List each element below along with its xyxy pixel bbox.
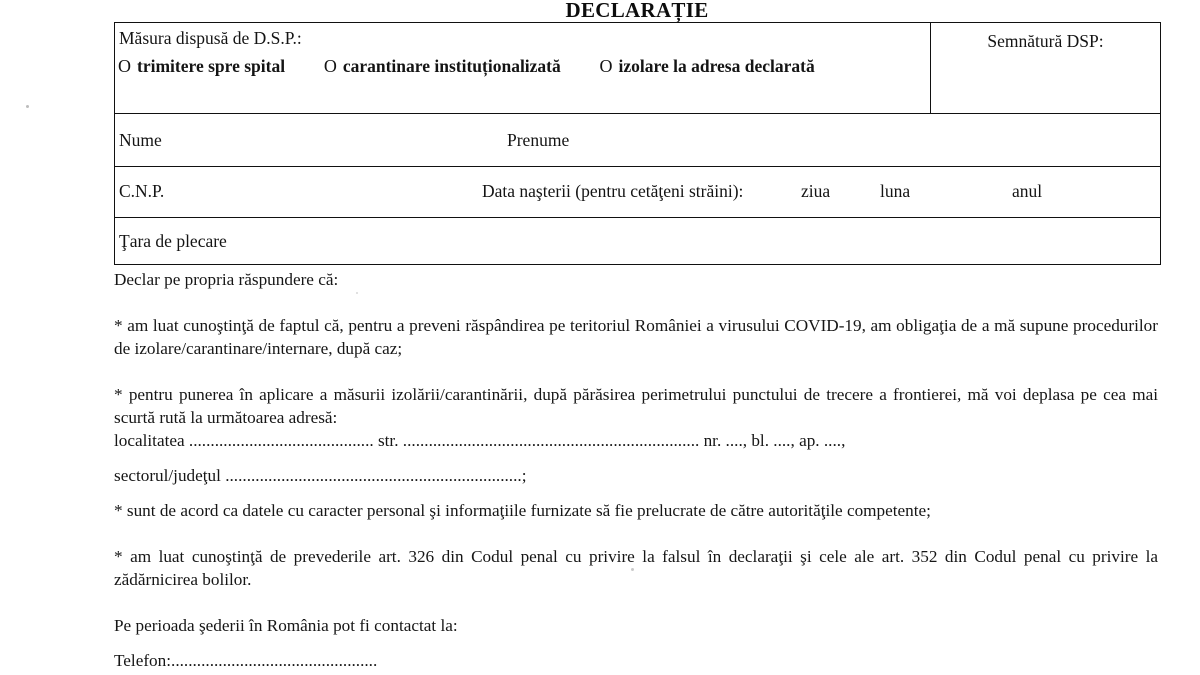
table-row	[115, 114, 1161, 167]
body-intro: Declar pe propria răspundere că:	[114, 270, 339, 289]
last-name-label: Nume	[119, 130, 162, 150]
contact-intro: Pe perioada şederii în România pot fi contactat la:	[114, 616, 458, 635]
declaration-form-table	[114, 22, 1161, 265]
clause-2: * pentru punerea în aplicare a măsurii izolării/carantinării, după părăsirea perimetrului punctului de trecere a frontierei, mă voi deplasa pe cea mai scurtă rută la următoarea adresă:	[114, 385, 1158, 427]
cnp-cell[interactable]	[115, 167, 1161, 218]
radio-option-izolare-adresa-declarata[interactable]	[600, 56, 815, 77]
signature-label: Semnătură DSP:	[987, 31, 1104, 51]
birthdate-label: Data naşterii (pentru cetăţeni străini):	[482, 181, 744, 201]
clause-3: * sunt de acord ca datele cu caracter personal şi informaţiile furnizate să fie prelucrate de către autorităţile competente;	[114, 501, 931, 520]
country-cell[interactable]	[115, 218, 1161, 265]
measure-cell	[115, 23, 931, 114]
radio-option-carantinare-institutionalizata[interactable]	[324, 56, 561, 77]
radio-option-label: izolare la adresa declarată	[618, 56, 815, 76]
clause-4: * am luat cunoştinţă de prevederile art. 326 din Codul penal cu privire la falsul în declaraţii şi cele ale art. 352 din Codul penal cu privire la zădărnicirea bolilor.	[114, 547, 1158, 589]
signature-cell[interactable]	[931, 23, 1161, 114]
address-line-1[interactable]: localitatea ........................................... str. ..................................................................... nr. ...., bl. ...., ap. ....,	[114, 431, 846, 450]
spacer	[114, 452, 1158, 464]
birth-month-label: luna	[880, 181, 911, 201]
first-name-label: Prenume	[507, 130, 570, 150]
spacer	[114, 522, 1158, 545]
spacer	[114, 360, 1158, 383]
radio-circle-icon: O	[323, 56, 337, 76]
birth-year-label: anul	[1012, 181, 1043, 201]
table-row	[115, 167, 1161, 218]
table-row	[115, 218, 1161, 265]
scan-speck-icon	[26, 105, 29, 108]
page-title: DECLARAȚIE	[565, 0, 709, 22]
phone-line[interactable]: Telefon:................................................	[114, 651, 378, 670]
spacer	[114, 291, 1158, 314]
spacer	[114, 591, 1158, 614]
declaration-body	[114, 268, 1158, 672]
radio-option-trimitere-spital[interactable]	[118, 56, 285, 77]
spacer	[114, 487, 1158, 499]
table-row	[115, 23, 1161, 114]
radio-circle-icon: O	[599, 56, 613, 76]
name-cell[interactable]	[115, 114, 1161, 167]
radio-circle-icon: O	[118, 56, 131, 76]
measure-options-group	[115, 56, 930, 77]
birth-day-label: ziua	[801, 181, 831, 201]
radio-option-label: carantinare instituționalizată	[342, 56, 561, 76]
measure-heading: Măsura dispusă de D.S.P.:	[119, 28, 302, 48]
spacer	[114, 637, 1158, 649]
departure-country-label: Ţara de plecare	[119, 231, 227, 251]
cnp-label: C.N.P.	[119, 181, 165, 201]
clause-1: * am luat cunoştinţă de faptul că, pentru a preveni răspândirea pe teritoriul României a virusului COVID-19, am obligaţia de a mă supune procedurilor de izolare/carantinare/internare, după caz;	[114, 316, 1158, 358]
address-line-2[interactable]: sectorul/judeţul .....................................................................;	[114, 466, 527, 485]
radio-option-label: trimitere spre spital	[137, 56, 286, 76]
